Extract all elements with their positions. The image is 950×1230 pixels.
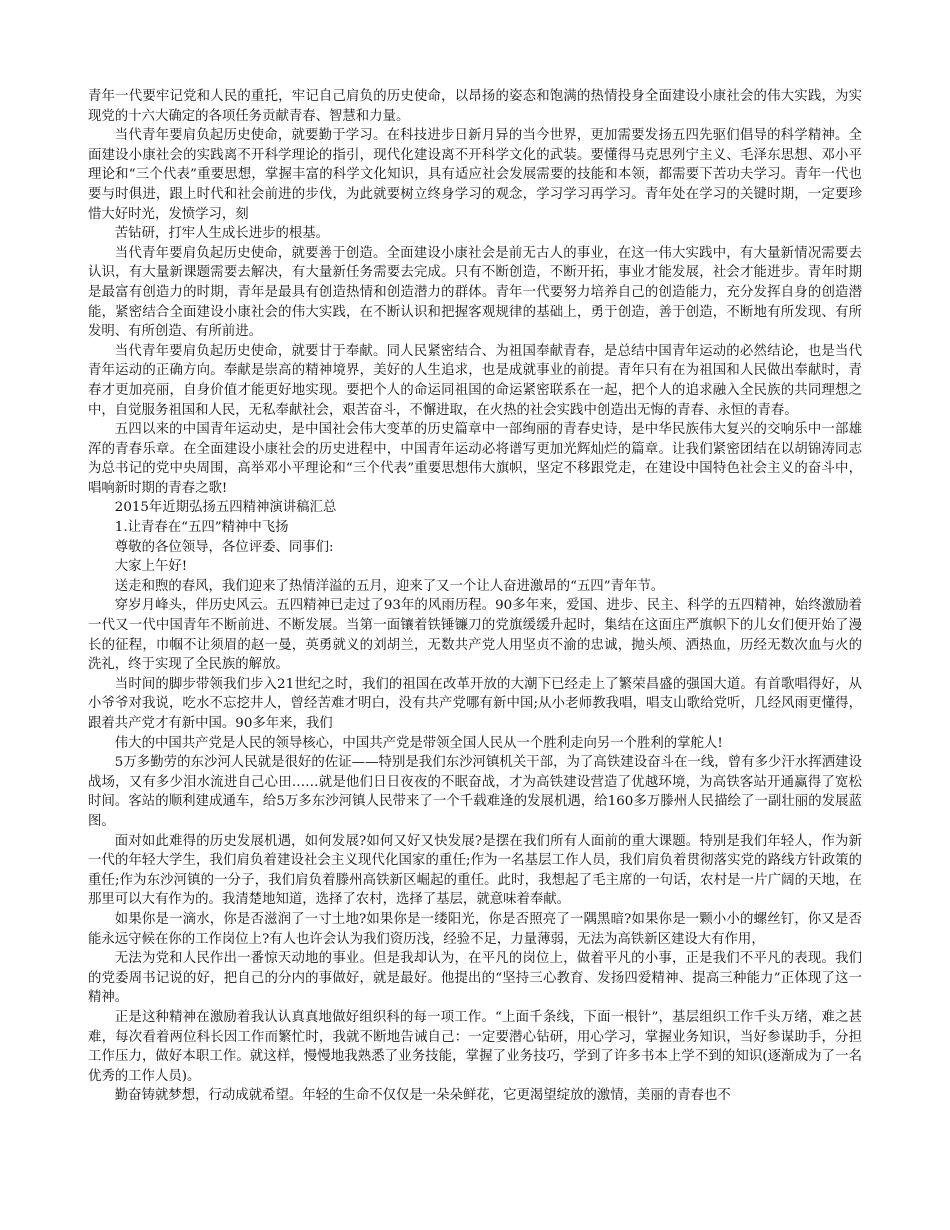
- paragraph: 当代青年要肩负起历史使命，就要勤于学习。在科技进步日新月异的当今世界，更加需要发扬五四先驱们倡导的科学精神。全面建设小康社会的实践离不开科学理论的指引，现代化建设离不开科学文化的武装。要懂得马克思列宁主义、毛泽东思想、邓小平理论和“三个代表”重要思想，掌握丰富的科学文化知识，具有适应社会发展需要的技能和本领，都需要下苦功夫学习。青年一代也要与时俱进，跟上时代和社会前进的步伐，为此就要树立终身学习的观念，学习学习再学习。青年处在学习的关键时期，一定要珍惜大好时光，发愤学习，刻: [88, 128, 862, 222]
- paragraph: 5万多勤劳的东沙河人民就是很好的佐证——特别是我们东沙河镇机关干部，为了高铁建设奋斗在一线，曾有多少汗水挥洒建设战场，又有多少泪水流进自己心田……就是他们日日夜夜的不眠奋战，才为高铁建设营造了优越环境，为高铁客站开通赢得了宽松时间。客站的顺利建成通车，给5万多东沙河镇人民带来了一个千载难逢的发展机遇，给160多万滕州人民描绘了一副壮丽的发展蓝图。: [88, 755, 862, 829]
- paragraph: 五四以来的中国青年运动史，是中国社会伟大变革的历史篇章中一部绚丽的青春史诗，是中华民族伟大复兴的交响乐中一部雄浑的青春乐章。在全面建设小康社会的历史进程中，中国青年运动必将谱写更加光辉灿烂的篇章。让我们紧密团结在以胡锦涛同志为总书记的党中央周围，高举邓小平理论和“三个代表”重要思想伟大旗帜，坚定不移跟党走，在建设中国特色社会主义的奋斗中，唱响新时期的青春之歌!: [88, 422, 862, 496]
- document-page: [88, 87, 862, 1106]
- paragraph: 面对如此难得的历史发展机遇，如何发展?如何又好又快发展?是摆在我们所有人面前的重大课题。特别是我们年轻人，作为新一代的年轻大学生，我们肩负着建设社会主义现代化国家的重任;作为一名基层工作人员，我们肩负着贯彻落实党的路线方针政策的重任;作为东沙河镇的一分子，我们肩负着滕州高铁新区崛起的重任。此时，我想起了毛主席的一句话，农村是一片广阔的天地，在那里可以大有作为的。我清楚地知道，选择了农村，选择了基层，就意味着奉献。: [88, 833, 862, 908]
- paragraph: 当代青年要肩负起历史使命，就要甘于奉献。同人民紧密结合、为祖国奉献青春，是总结中国青年运动的必然结论，也是当代青年运动的正确方向。奉献是崇高的精神境界，美好的人生追求，也是成就事业的前提。青年只有在为祖国和人民做出奉献时，青春才更加亮丽，自身价值才能更好地实现。要把个人的命运同祖国的命运紧密联系在一起，把个人的追求融入全民族的共同理想之中，自觉服务祖国和人民，无私奉献社会，艰苦奋斗，不懈进取，在火热的社会实践中创造出无悔的青春、永恒的青春。: [88, 343, 862, 418]
- paragraph: 穿岁月峰头，伴历史风云。五四精神已走过了93年的风雨历程。90多年来，爱国、进步、民主、科学的五四精神，始终激励着一代又一代中国青年不断前进、不断发展。当第一面镶着铁锤镰刀的党旗缓缓升起时，集结在这面庄严旗帜下的儿女们便开始了漫长的征程，巾帼不让须眉的赵一曼，英勇就义的刘胡兰，无数共产党人用坚贞不渝的忠诚，抛头颅、洒热血，历经无数次血与火的洗礼，终于实现了全民族的解放。: [88, 598, 862, 673]
- paragraph: 如果你是一滴水，你是否滋润了一寸土地?如果你是一缕阳光，你是否照亮了一隅黑暗?如果你是一颗小小的螺丝钉，你又是否能永远守候在你的工作岗位上?有人也许会认为我们资历浅，经验不足，力量薄弱，无法为高铁新区建设大有作用，: [88, 911, 862, 947]
- paragraph: 送走和煦的春风，我们迎来了热情洋溢的五月，迎来了又一个让人奋进激昂的“五四”青年节。: [114, 578, 665, 594]
- greeting: 大家上午好!: [114, 559, 188, 575]
- salutation: 尊敬的各位领导，各位评委、同事们:: [114, 539, 334, 555]
- paragraph: 正是这种精神在激励着我认认真真地做好组织科的每一项工作。“上面千条线，下面一根针”，基层组织工作千头万绪，难之甚难，每次看着两位科长因工作而繁忙时，我就不断地告诫自己：一定要潜心钻研，用心学习，掌握业务知识，当好参谋助手，分担工作压力，做好本职工作。就这样，慢慢地我熟悉了业务技能，掌握了业务技巧，学到了许多书本上学不到的知识(逐渐成为了一名优秀的工作人员)。: [88, 1009, 862, 1084]
- paragraph: 当代青年要肩负起历史使命，就要善于创造。全面建设小康社会是前无古人的事业，在这一伟大实践中，有大量新情况需要去认识，有大量新课题需要去解决，有大量新任务需要去完成。只有不断创造，不断开拓，事业才能发展，社会才能进步。青年时期是最富有创造力的时期，青年是最具有创造热情和创造潜力的群体。青年一代要努力培养自己的创造能力，充分发挥自身的创造潜能，紧密结合全面建设小康社会的伟大实践，在不断认识和把握客观规律的基础上，勇于创造，善于创造，不断地有所发现、有所发明、有所创造、有所前进。: [88, 245, 862, 340]
- paragraph: 苦钻研，打牢人生成长进步的根基。: [114, 226, 330, 242]
- paragraph: 当时间的脚步带领我们步入21世纪之时，我们的祖国在改革开放的大潮下已经走上了繁荣昌盛的强国大道。有首歌唱得好，从小爷爷对我说，吃水不忘挖井人，曾经苦难才明白，没有共产党哪有新中国;从小老师教我唱，唱支山歌给党听，几经风雨更懂得，跟着共产党才有新中国。90多年来，我们: [88, 676, 862, 731]
- paragraph: 无法为党和人民作出一番惊天动地的事业。但是我却认为，在平凡的岗位上，做着平凡的小事，正是我们不平凡的表现。我们的党委周书记说的好，把自己的分内的事做好，就是最好。他提出的“坚持三心教育、发扬四爱精神、提高三种能力”正体现了这一精神。: [88, 951, 862, 1006]
- paragraph: 青年一代要牢记党和人民的重托，牢记自己肩负的历史使命，以昂扬的姿态和饱满的热情投身全面建设小康社会的伟大实践，为实现党的十六大确定的各项任务贡献青春、智慧和力量。: [88, 89, 862, 124]
- section-title: 2015年近期弘扬五四精神演讲稿汇总: [114, 500, 337, 516]
- speech-title: 1.让青春在“五四”精神中飞扬: [114, 520, 289, 536]
- paragraph: 勤奋铸就梦想，行动成就希望。年轻的生命不仅仅是一朵朵鲜花，它更渴望绽放的激情，美丽的青春也不: [114, 1088, 731, 1104]
- paragraph: 伟大的中国共产党是人民的领导核心，中国共产党是带领全国人民从一个胜利走向另一个胜利的掌舵人!: [114, 735, 723, 751]
